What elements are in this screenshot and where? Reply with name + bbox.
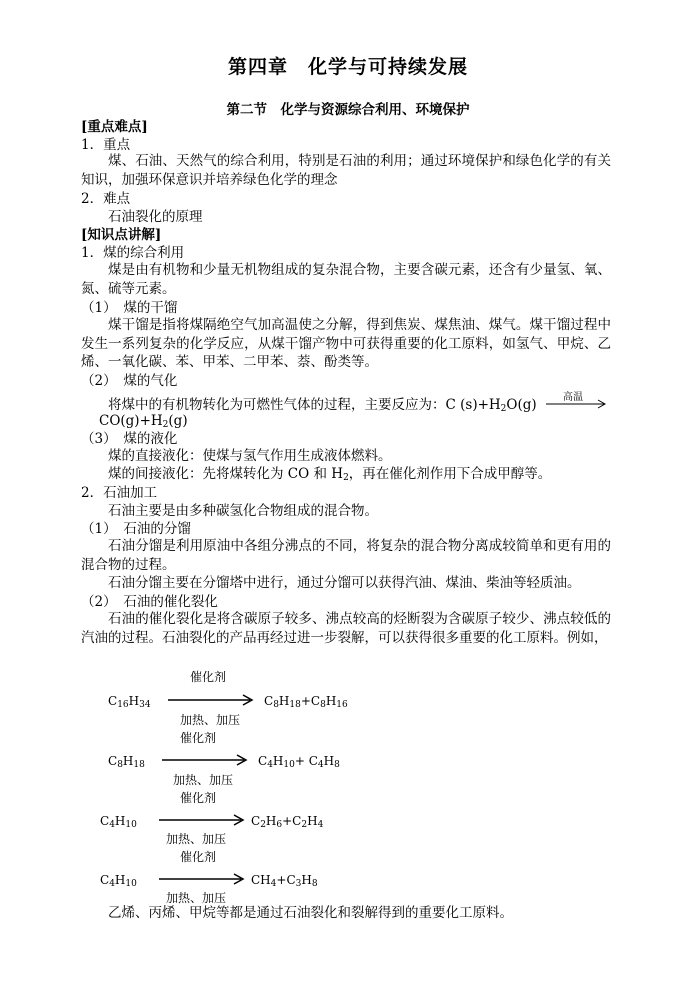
reaction-arrow-4 <box>159 873 245 885</box>
difficulty-text: 石油裂化的原理 <box>108 209 203 225</box>
item-coal: 1．煤的综合利用 <box>81 245 185 261</box>
catalyst-label-3: 催化剂 <box>180 791 217 805</box>
gasify-product: $CO(g)+H_2(g)$ <box>99 413 188 430</box>
heat-label-4: 加热、加压 <box>166 891 227 905</box>
sub-oil-fraction: （1） 石油的分馏 <box>81 521 191 537</box>
catalyst-label-1: 催化剂 <box>190 670 227 684</box>
gasify-arrow <box>546 399 608 409</box>
focus-text: 煤、石油、天然气的综合利用，特别是石油的利用；通过环境保护和绿色化学的有关知识，加强环保意识并培养绿色化学的理念 <box>81 153 611 188</box>
oil-text: 石油主要是由多种碳氢化合物组成的混合物。 <box>108 503 378 519</box>
reaction-arrow-3 <box>159 814 245 826</box>
summary-text: 乙烯、丙烯、甲烷等都是通过石油裂化和裂解得到的重要化工原料。 <box>108 905 513 921</box>
gasify-text: 将煤中的有机物转化为可燃性气体的过程，主要反应为：C $(s)+H_2O(g)$ <box>108 397 537 414</box>
chapter-title: 第四章 化学与可持续发展 <box>227 56 468 78</box>
heading-knowledge: [知识点讲解] <box>81 227 162 243</box>
heat-label-2: 加热、加压 <box>173 773 234 787</box>
catalyst-label-4: 催化剂 <box>180 850 217 864</box>
oil-fraction-text-2: 石油分馏主要在分馏塔中进行，通过分馏可以获得汽油、煤油、柴油等轻质油。 <box>108 575 581 591</box>
reaction-arrow-2 <box>162 754 248 766</box>
heat-label-3: 加热、加压 <box>166 832 227 846</box>
sub-coal-distill: （1） 煤的干馏 <box>81 300 178 316</box>
sub-coal-liquefy: （3） 煤的液化 <box>81 431 178 447</box>
coal-distill-text: 煤干馏是指将煤隔绝空气加高温使之分解，得到焦炭、煤焦油、煤气。煤干馏过程中发生一系列复杂的化学反应，从煤干馏产物中可获得重要的化工原料，如氢气、甲烷、乙烯、一氧化碳、苯、甲苯、二甲苯、萘、酚类等。 <box>81 317 611 370</box>
sub-oil-cracking: （2） 石油的催化裂化 <box>81 594 218 610</box>
product-4: $CH_4+C_3H_8$ <box>251 873 318 889</box>
heat-label-1: 加热、加压 <box>180 713 241 727</box>
product-2: $C_4H_{10}+ C_4H_8$ <box>258 754 340 770</box>
cracking-text: 石油的催化裂化是将含碳原子较多、沸点较高的烃断裂为含碳原子较少、沸点较低的汽油的过程。石油裂化的产品再经过进一步裂解，可以获得很多重要的化工原料。例如， <box>81 611 611 646</box>
liquefy-indirect: 煤的间接液化：先将煤转化为 CO 和 $H_2$，再在催化剂作用下合成甲醇等。 <box>108 466 552 483</box>
reaction-arrow-1 <box>168 694 254 706</box>
reactant-1: $C_{16}H_{34}$ <box>108 694 151 710</box>
gasify-condition: 高温 <box>563 392 583 403</box>
product-1: $C_8H_{18}+C_8H_{16}$ <box>264 694 348 710</box>
section-title: 第二节 化学与资源综合利用、环境保护 <box>226 102 470 118</box>
liquefy-direct: 煤的直接液化：使煤与氢气作用生成液体燃料。 <box>108 448 392 464</box>
heading-key-points: [重点难点] <box>81 119 148 135</box>
oil-fraction-text: 石油分馏是利用原油中各组分沸点的不同，将复杂的混合物分离成较简单和更有用的混合物的过程。 <box>81 538 611 573</box>
item-difficulty: 2．难点 <box>81 191 131 207</box>
item-focus: 1．重点 <box>81 137 131 153</box>
product-3: $C_2H_6+C_2H_4$ <box>251 814 324 830</box>
reactant-4: $C_4H_{10}$ <box>100 873 137 889</box>
item-oil: 2．石油加工 <box>81 485 158 501</box>
catalyst-label-2: 催化剂 <box>180 731 217 745</box>
reactant-2: $C_8H_{18}$ <box>108 754 145 770</box>
coal-text: 煤是由有机物和少量无机物组成的复杂混合物，主要含碳元素，还含有少量氢、氧、氮、硫等元素。 <box>81 262 611 297</box>
reactant-3: $C_4H_{10}$ <box>100 814 137 830</box>
sub-coal-gasify: （2） 煤的气化 <box>81 373 178 389</box>
